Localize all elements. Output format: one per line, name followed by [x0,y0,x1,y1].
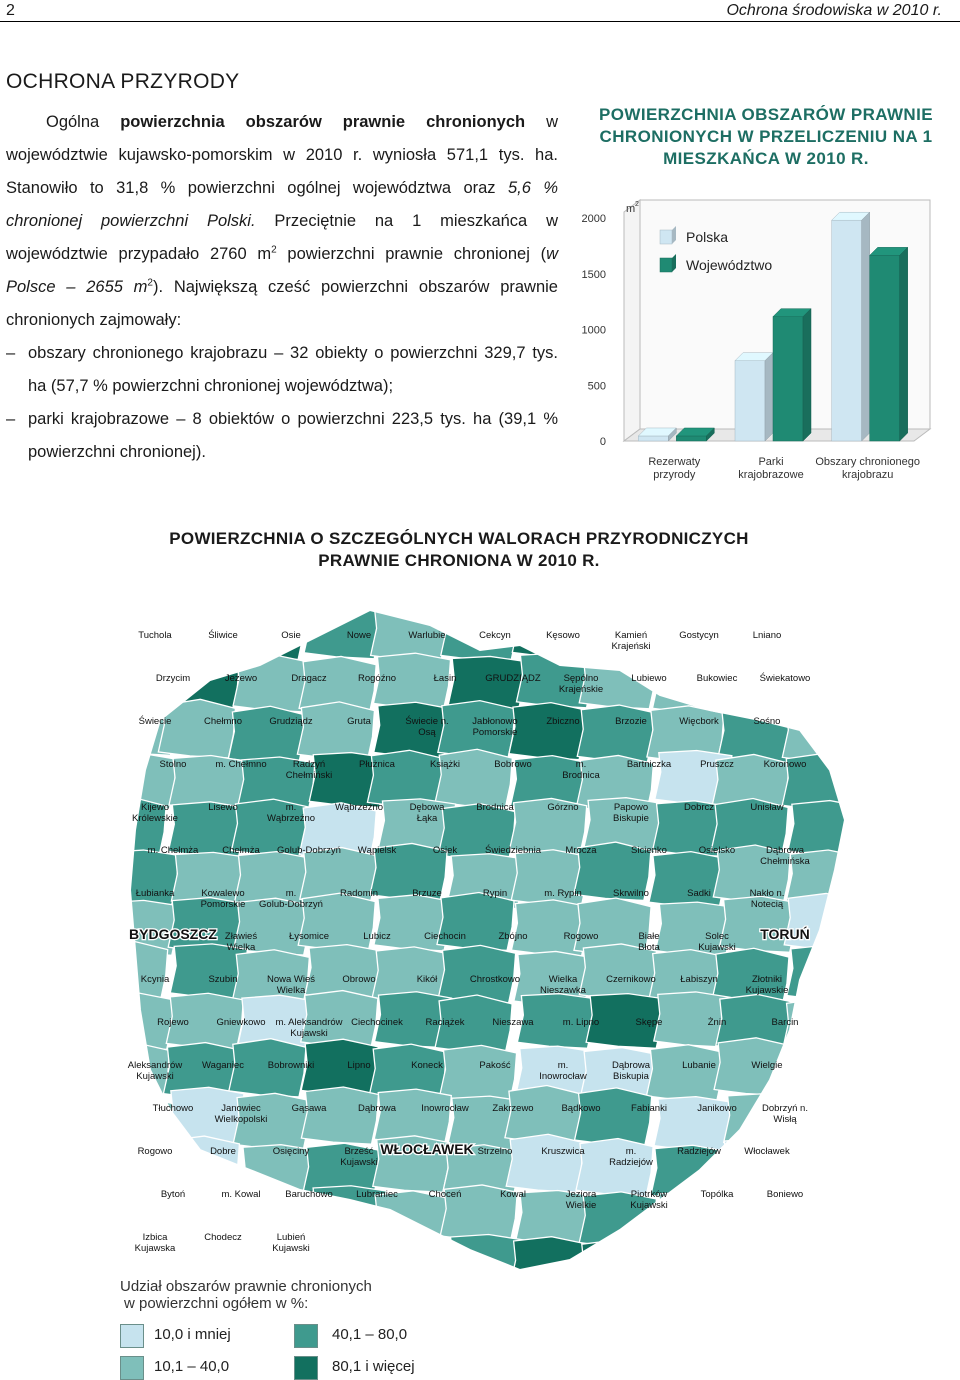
municipality-label: Waganiec [202,1060,244,1071]
municipality-label: Skrwilno [613,888,649,899]
y-tick-label: 2000 [581,213,606,225]
municipality-label: Izbica [142,1232,168,1243]
municipality-label: m. Kowal [221,1189,261,1200]
category-label: Obszary chronionego [815,456,920,468]
municipality-label: m. Chełmno [215,759,267,770]
municipality-label: Koronowo [763,759,807,770]
municipality-region [785,1041,860,1098]
municipality-label: Golub-Dobrzyń [277,845,341,856]
municipality-label: Radomin [339,888,379,899]
municipality-label: Lubanie [682,1060,716,1071]
municipality-label: Bobrowo [494,759,532,770]
municipality-label: Włocławek [744,1146,790,1157]
category-label: Parki [758,456,784,468]
municipality-label: Kujawski [698,942,736,953]
municipality-label: Pomorskie [200,899,246,910]
municipality-label: m. [625,1146,637,1157]
municipality-label: Brześć [344,1146,374,1157]
municipality-label: Krajeński [611,641,651,652]
paragraph-intro [6,106,558,337]
municipality-label: Zławieś [224,931,258,942]
municipality-label: Ciechocin [424,931,466,942]
section-title: OCHRONA PRZYRODY [6,70,240,93]
superscript: 2 [147,277,153,289]
municipality-region [158,699,235,758]
municipality-label: Grudziądz [269,716,313,727]
municipality-label: Rogowo [137,1146,173,1157]
municipality-label: Kruszwica [541,1146,585,1157]
map-title [0,528,918,572]
municipality-label: Radzyń [292,759,326,770]
municipality-label: Barcin [771,1017,799,1028]
municipality-label: Sośno [753,716,781,727]
municipality-label: Dąbrowa [611,1060,651,1071]
municipality-label: Sicienko [631,845,667,856]
list-item [6,403,558,469]
municipality-label: Dobrcz [683,802,715,813]
municipality-region [793,659,860,714]
legend-swatch [294,1324,318,1348]
municipality-region [577,705,654,762]
municipality-label: Gąsawa [291,1103,327,1114]
municipality-label: Chełmno [203,716,243,727]
municipality-label: Bartniczka [626,759,672,770]
legend-swatch [294,1356,318,1380]
municipality-label: Osiek [432,845,458,856]
municipality-label: Rojewo [157,1017,189,1028]
bar-front [735,361,765,441]
municipality-label: Szubin [208,974,238,985]
municipality-label: WŁOCŁAWEK [380,1141,474,1157]
choropleth-map [100,610,860,1310]
municipality-label: m. [285,802,297,813]
legend-label: 40,1 – 80,0 [332,1326,408,1343]
y-tick-label: 1500 [581,268,606,281]
municipality-label: Kujawski [630,1200,668,1211]
municipality-label: Bądkowo [561,1103,601,1114]
municipality-label: Świekatowo [759,673,811,684]
municipality-label: Śliwice [208,630,238,641]
list-item [6,337,558,403]
text-run: Przeciętnie na 1 mieszkańca w województwie przypadało 2760 m [6,212,558,263]
page-header [0,0,960,22]
municipality-label: Rogóźno [357,673,397,684]
municipality-region [506,1134,583,1192]
municipality-label: Brzuze [412,888,442,899]
page-number: 2 [6,2,15,19]
chart-title: POWIERZCHNIA OBSZARÓW PRAWNIE CHRONIONYCH W PRZELICZENIU NA 1 MIESZKAŃCA W 2010 R. [599,105,933,168]
municipality-label: Dębowa [409,802,445,813]
category-label: krajobrazowe [738,469,804,481]
municipality-label: Osielsko [698,845,736,856]
municipality-label: Biskupia [613,1071,649,1082]
text-run: powierzchni prawnie chronionej ( [276,245,547,263]
municipality-label: Cekcyn [479,630,511,641]
municipality-label: Obrowo [342,974,376,985]
municipality-label: Kujawski [272,1243,310,1254]
municipality-label: Łąka [416,813,438,824]
municipality-label: Kijewo [141,802,169,813]
municipality-region [301,1087,378,1144]
municipality-label: Płużnica [359,759,395,770]
text-run-italic: 5,6 % chronionej powierzchni Polski. [6,179,558,230]
municipality-label: Wielka [548,974,578,985]
municipality-label: Nieszawka [540,985,586,996]
municipality-label: Lisewo [208,802,238,813]
legend-swatch [660,258,672,272]
municipality-region [645,1236,722,1294]
municipality-label: Sadki [687,888,711,899]
municipality-region [509,703,586,760]
municipality-label: m. Rypin [544,888,582,899]
municipality-label: Pomorskie [472,727,518,738]
municipality-label: Złotniki [751,974,783,985]
chart-side-wall [624,200,640,441]
y-tick-label: 1000 [581,324,606,337]
bar-side [765,353,773,441]
map-legend [118,1278,448,1378]
municipality-label: Łubianka [135,888,175,899]
municipality-label: Więcbork [679,716,719,727]
municipality-label: Kcynia [140,974,170,985]
municipality-label: Janowiec [221,1103,261,1114]
text-run: Ogólna [46,113,121,131]
municipality-label: Chełmiński [285,770,333,781]
municipality-region [447,1235,524,1290]
municipality-label: Jabłonowo [472,716,518,727]
unit-superscript: 2 [635,201,639,208]
municipality-label: Zakrzewo [492,1103,534,1114]
municipality-label: Lubiewo [631,673,667,684]
category-label: Rezerwaty [648,456,701,468]
municipality-label: Dobrzyń n. [762,1103,808,1114]
municipality-label: Rypin [482,888,508,899]
municipality-label: Unisław [750,802,784,813]
bar-front [638,436,668,441]
municipality-label: Inowrocław [421,1103,469,1114]
municipality-label: Biskupie [613,813,649,824]
municipality-label: Piotrków [630,1189,668,1200]
dash-bullet: – [6,410,16,428]
text-run: w województwie kujawsko-pomorskim w 2010 r. wyniosła 571,1 tys. ha. Stanowiło to 31,8 % powierzchni ogólnej województwa oraz [6,113,558,197]
municipality-label: Świedziebnia [485,845,541,856]
legend-label: 80,1 i więcej [332,1358,415,1375]
municipality-label: Wąbrzeźno [334,802,384,813]
municipality-label: Sępólno [563,673,599,684]
municipality-label: Krajeńskie [558,684,604,695]
municipality-label: Inowrocław [539,1071,587,1082]
municipality-label: Kujawski [290,1028,328,1039]
municipality-label: Golub-Dobrzyń [259,899,323,910]
municipality-label: Osięciny [272,1146,310,1157]
municipality-label: Pakość [479,1060,511,1071]
municipality-label: GRUDZIĄDZ [485,673,541,684]
legend-swatch [660,230,672,244]
municipality-label: Lubraniec [356,1189,398,1200]
municipality-label: Nieszawa [492,1017,534,1028]
legend-label: 10,0 i mniej [154,1326,231,1343]
municipality-label: Czernikowo [606,974,656,985]
municipality-label: Baruchowo [285,1189,333,1200]
municipality-label: Mrocza [565,845,597,856]
y-tick-label: 0 [599,436,606,448]
municipality-label: Pruszcz [700,759,734,770]
municipality-label: Wisłą [773,1114,797,1125]
municipality-label: Gniewkowo [216,1017,266,1028]
municipality-label: Tuchola [138,630,172,641]
municipality-label: Królewskie [132,813,178,824]
municipality-region [792,1242,860,1297]
legend-title-line: w powierzchni ogółem w %: [124,1295,309,1312]
header-rule [0,21,960,22]
municipality-label: Kujawski [340,1157,378,1168]
bar-chart [576,190,956,490]
municipality-label: Nowa Wieś [266,974,316,985]
y-tick-label: 500 [587,380,606,393]
municipality-label: Lubicz [363,931,391,942]
municipality-label: Chrostkowo [469,974,521,985]
municipality-label: Kujawska [134,1243,176,1254]
municipality-label: Wąpielsk [357,845,397,856]
municipality-region [100,660,176,716]
municipality-label: Wielgie [751,1060,783,1071]
municipality-label: Brodnica [562,770,600,781]
municipality-label: Fabianki [631,1103,667,1114]
municipality-label: m. [575,759,587,770]
municipality-label: Nakło n. [749,888,785,899]
municipality-label: Strzelno [477,1146,513,1157]
municipality-region [575,1088,652,1146]
text-run: ). Największą cześć powierzchni obszarów prawnie chronionych zajmowały: [6,278,558,329]
text-run-italic: w Polsce – 2655 m [6,245,559,296]
municipality-label: Ciechocinek [351,1017,403,1028]
municipality-label: Wielkie [565,1200,597,1211]
municipality-label: Radziejów [677,1146,721,1157]
municipality-label: m. [557,1060,569,1071]
municipality-label: Solec [705,931,729,942]
municipality-label: Raciążek [425,1017,465,1028]
municipality-label: Bobrowniki [267,1060,315,1071]
running-title: Ochrona środowiska w 2010 r. [726,2,942,19]
municipality-label: m. Aleksandrów [275,1017,343,1028]
municipality-label: Kowalewo [201,888,245,899]
legend-label: Województwo [686,257,773,273]
municipality-label: Topólka [700,1189,734,1200]
municipality-label: Lubień [276,1232,306,1243]
municipality-label: Świecie [138,716,172,727]
bar-front [870,255,900,441]
municipality-label: Tłuchowo [152,1103,194,1114]
municipality-label: m. Lipno [562,1017,600,1028]
municipality-label: Dąbrowa [765,845,805,856]
municipality-label: Białe [638,931,660,942]
municipality-label: TORUŃ [760,926,810,942]
unit-label: m [626,203,636,215]
legend-label: 10,1 – 40,0 [154,1358,230,1375]
bar-front [773,317,803,441]
municipality-region [100,941,168,999]
legend-swatch [120,1324,144,1348]
municipality-region [162,1136,239,1193]
municipality-label: Wąbrzeźno [266,813,316,824]
municipality-region [782,705,859,763]
map-title-line: POWIERZCHNIA O SZCZEGÓLNYCH WALORACH PRZYRODNICZYCH [169,529,749,548]
municipality-region [228,706,305,764]
municipality-label: Nowe [346,630,372,641]
municipality-label: Gruta [347,716,371,727]
bar-side [803,309,811,441]
municipality-label: Papowo [613,802,649,813]
municipality-label: Bytoń [160,1189,186,1200]
municipality-label: Kamień [614,630,648,641]
bar-side [900,247,908,441]
bar-front [832,220,862,441]
municipality-label: Żnin [707,1017,727,1028]
municipality-region [721,1241,798,1296]
municipality-label: Zbiczno [546,716,580,727]
body-text [6,106,558,469]
municipality-label: Bukowiec [696,673,738,684]
superscript: 2 [271,244,277,256]
municipality-region [297,702,374,760]
list-item-text: parki krajobrazowe – 8 obiektów o powierzchni 223,5 tys. ha (39,1 % powierzchni chronionej). [28,410,558,461]
category-label: krajobrazu [841,469,894,481]
municipality-label: BYDGOSZCZ [129,926,217,942]
municipality-region [646,1045,723,1102]
municipality-label: Dobre [210,1146,236,1157]
municipality-label: m. Chełmża [147,845,199,856]
municipality-label: Rogowo [563,931,599,942]
municipality-label: Jeżewo [224,673,258,684]
municipality-label: Drzycim [155,673,191,684]
municipality-label: m. [285,888,297,899]
municipality-label: Notecią [750,899,784,910]
legend-title [120,1278,372,1312]
municipality-label: Górzno [547,802,579,813]
municipality-label: Kikół [416,974,438,985]
municipality-label: Warlubie [408,630,446,641]
municipality-label: Łabiszyn [680,974,718,985]
municipality-label: Lniano [752,630,782,641]
municipality-label: Chodecz [204,1232,242,1243]
municipality-label: Łysomice [288,931,330,942]
municipality-label: Chełmińska [760,856,810,867]
municipality-label: Stolno [159,759,187,770]
municipality-label: Dąbrowa [357,1103,397,1114]
municipality-label: Lipno [347,1060,371,1071]
municipality-label: Łasin [433,673,457,684]
municipality-label: Brzozie [615,716,647,727]
municipality-label: Osą [418,727,436,738]
municipality-label: Dragacz [291,673,327,684]
municipality-label: Kowal [500,1189,526,1200]
map-title-line: PRAWNIE CHRONIONA W 2010 R. [318,551,600,570]
municipality-label: Brodnica [476,802,514,813]
municipality-label: Błota [638,942,660,953]
municipality-region [786,1140,860,1197]
municipality-label: Kujawskie [745,985,789,996]
text-run-bold: powierzchnia obszarów prawnie chronionych [120,113,526,131]
dash-bullet: – [6,344,16,362]
municipality-label: Wielka [226,942,256,953]
municipality-label: Jeziora [565,1189,597,1200]
municipality-label: Skępe [635,1017,663,1028]
municipality-label: Zbójno [498,931,528,942]
category-label: przyrody [653,469,696,481]
municipality-label: Świecie n. [405,716,449,727]
municipality-label: Gostycyn [679,630,719,641]
list-item-text: obszary chronionego krajobrazu – 32 obiekty o powierzchni 329,7 tys. ha (57,7 % powierzchni chronionej województwa); [28,344,558,395]
municipality-label: Choceń [428,1189,462,1200]
map-regions [100,610,860,1299]
bar-side [862,212,870,441]
bar-front [676,436,706,441]
municipality-label: Boniewo [766,1189,804,1200]
municipality-label: Kęsowo [546,630,580,641]
municipality-region [794,610,860,658]
municipality-label: Chełmża [222,845,260,856]
legend-title-line: Udział obszarów prawnie chronionych [120,1278,372,1295]
municipality-label: Koneck [411,1060,443,1071]
municipality-label: Książki [429,759,461,770]
municipality-region [439,1045,516,1102]
legend-label: Polska [686,229,729,245]
municipality-label: Radziejów [609,1157,653,1168]
municipality-label: Wielka [276,985,306,996]
municipality-label: Kujawski [136,1071,174,1082]
municipality-region [649,852,726,909]
municipality-label: Aleksandrów [127,1060,183,1071]
municipality-label: Janikowo [697,1103,737,1114]
municipality-label: Osie [281,630,301,641]
municipality-label: Wielkopolski [214,1114,268,1125]
legend-swatch [120,1356,144,1380]
